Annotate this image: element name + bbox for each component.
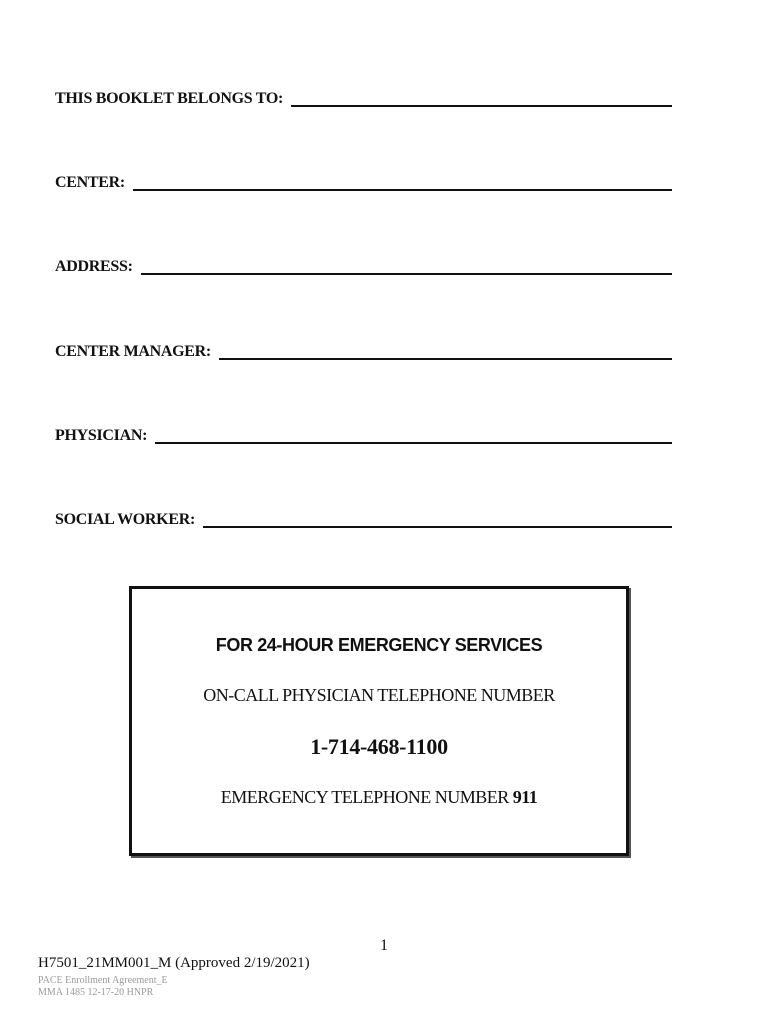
emergency-number-line bbox=[132, 787, 626, 808]
social-worker-label: SOCIAL WORKER: bbox=[55, 511, 195, 528]
center-manager-blank-line[interactable] bbox=[219, 342, 672, 360]
oncall-physician-number: 1-714-468-1100 bbox=[310, 734, 448, 759]
center-manager-label: CENTER MANAGER: bbox=[55, 343, 211, 360]
emergency-number-value: 911 bbox=[512, 787, 538, 807]
emergency-number-label: EMERGENCY TELEPHONE NUMBER bbox=[220, 787, 509, 807]
oncall-physician-label: ON-CALL PHYSICIAN TELEPHONE NUMBER bbox=[203, 685, 555, 705]
physician-field bbox=[55, 421, 672, 445]
social-worker-blank-line[interactable] bbox=[203, 510, 672, 528]
address-blank-line[interactable] bbox=[141, 257, 672, 275]
footer-form-revision: MMA 1485 12-17-20 HNPR bbox=[38, 987, 154, 998]
center-label: CENTER: bbox=[55, 174, 125, 191]
social-worker-field bbox=[55, 505, 672, 529]
emergency-services-box bbox=[129, 586, 629, 856]
physician-blank-line[interactable] bbox=[155, 426, 672, 444]
emergency-box-heading: FOR 24-HOUR EMERGENCY SERVICES bbox=[215, 635, 543, 655]
booklet-owner-blank-line[interactable] bbox=[291, 89, 672, 107]
document-approval-code: H7501_21MM001_M (Approved 2/19/2021) bbox=[38, 955, 310, 971]
page-number: 1 bbox=[380, 937, 388, 954]
physician-label: PHYSICIAN: bbox=[55, 427, 148, 444]
booklet-owner-field bbox=[55, 84, 672, 108]
center-field bbox=[55, 168, 672, 192]
center-blank-line[interactable] bbox=[133, 173, 672, 191]
address-label: ADDRESS: bbox=[55, 258, 133, 275]
footer-form-name: PACE Enrollment Agreement_E bbox=[38, 975, 168, 986]
booklet-owner-label: THIS BOOKLET BELONGS TO: bbox=[55, 90, 284, 107]
center-manager-field bbox=[55, 337, 672, 361]
address-field bbox=[55, 252, 672, 276]
